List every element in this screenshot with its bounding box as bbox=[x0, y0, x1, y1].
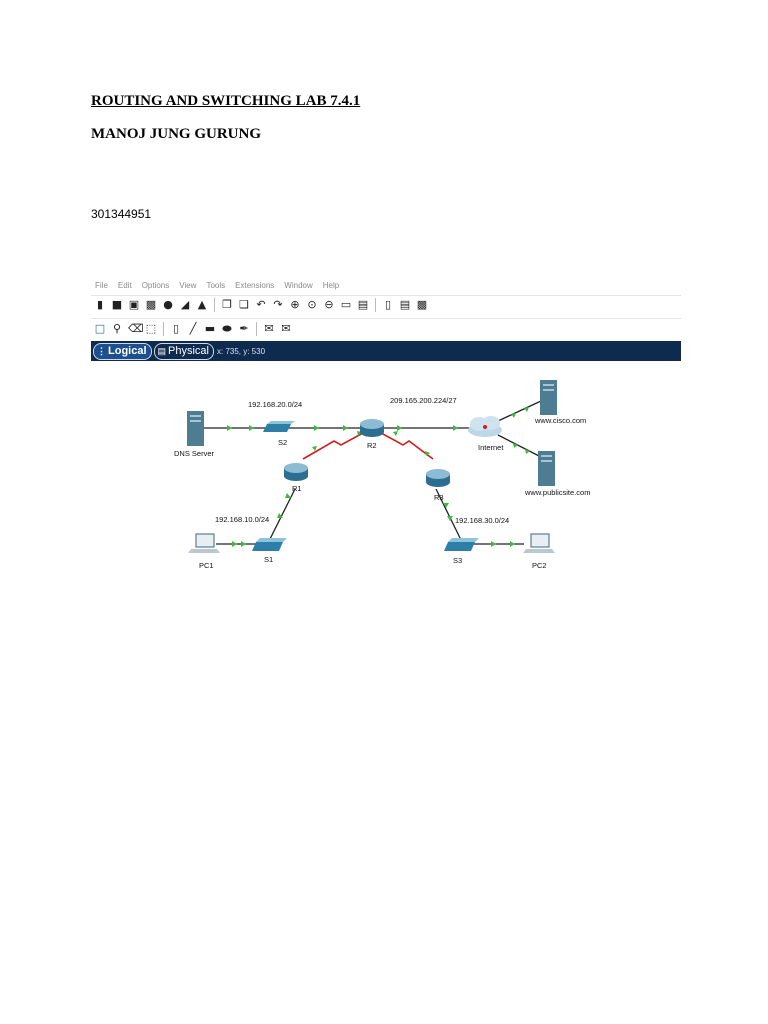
device-label-s2: S2 bbox=[278, 438, 288, 447]
zoom-out-icon[interactable]: ⊖ bbox=[324, 298, 334, 311]
cisco-server-icon[interactable] bbox=[540, 380, 557, 415]
coordinates-readout: x: 735, y: 530 bbox=[217, 346, 266, 356]
device-label-r1: R1 bbox=[292, 484, 302, 493]
open-icon[interactable]: ■ bbox=[111, 298, 123, 311]
document-title: ROUTING AND SWITCHING LAB 7.4.1 bbox=[91, 93, 361, 109]
menu-bar bbox=[95, 281, 339, 295]
physical-label: Physical bbox=[168, 344, 209, 357]
palette-icon[interactable]: ▤ bbox=[357, 298, 369, 311]
switch-s1-icon[interactable] bbox=[252, 538, 287, 551]
rectangle-icon[interactable]: ▭ bbox=[340, 298, 352, 311]
network-label-lan20: 192.168.20.0/24 bbox=[248, 400, 303, 409]
drawing-toolbar bbox=[94, 322, 292, 336]
menu-window[interactable]: Window bbox=[284, 281, 313, 290]
menu-view[interactable]: View bbox=[179, 281, 197, 290]
network-label-isp: 209.165.200.224/27 bbox=[390, 396, 457, 405]
menu-edit[interactable]: Edit bbox=[117, 281, 132, 290]
note-icon[interactable]: ▯ bbox=[172, 322, 180, 335]
complex-pdu-icon[interactable]: ✉ bbox=[281, 322, 291, 335]
dns-server-icon[interactable] bbox=[187, 411, 204, 446]
device-label-publicsite: www.publicsite.com bbox=[525, 488, 591, 497]
select-icon[interactable]: □ bbox=[94, 322, 106, 335]
network-label-lan10: 192.168.10.0/24 bbox=[215, 515, 270, 524]
device-label-pc2: PC2 bbox=[532, 561, 547, 570]
ellipse-icon[interactable]: ⬬ bbox=[222, 322, 232, 335]
menu-tools[interactable]: Tools bbox=[206, 281, 226, 290]
device-label-r2: R2 bbox=[367, 441, 377, 450]
new-icon[interactable]: ▮ bbox=[96, 298, 104, 311]
line-icon[interactable]: ╱ bbox=[189, 322, 197, 335]
device-label-r3: R3 bbox=[434, 493, 444, 502]
save-icon[interactable]: ▣ bbox=[128, 298, 140, 311]
logical-label: Logical bbox=[108, 344, 147, 357]
packet-tracer-screenshot bbox=[91, 278, 681, 578]
rectangle-shape-icon[interactable]: ▬ bbox=[204, 322, 216, 335]
link-r1-s1 bbox=[268, 489, 295, 543]
network-label-lan30: 192.168.30.0/24 bbox=[455, 516, 510, 525]
publicsite-server-icon[interactable] bbox=[538, 451, 555, 486]
physical-icon: ▤ bbox=[157, 345, 167, 356]
pc2-icon[interactable] bbox=[523, 534, 555, 553]
link-internet-publicsite bbox=[498, 435, 541, 457]
topology-canvas bbox=[91, 361, 681, 578]
logical-icon: ⋮ bbox=[97, 345, 106, 356]
main-toolbar bbox=[94, 298, 428, 312]
workspace-mode-bar bbox=[91, 341, 681, 361]
resize-icon[interactable]: ⬚ bbox=[145, 322, 157, 335]
menu-file[interactable]: File bbox=[95, 281, 108, 290]
image-icon[interactable]: ▩ bbox=[416, 298, 428, 311]
menu-extensions[interactable]: Extensions bbox=[235, 281, 275, 290]
device-list-icon[interactable]: ▤ bbox=[399, 298, 411, 311]
document-author: MANOJ JUNG GURUNG bbox=[91, 126, 261, 142]
simple-pdu-icon[interactable]: ✉ bbox=[264, 322, 274, 335]
serial-r2-r1 bbox=[303, 433, 363, 459]
activity-icon[interactable]: ▲ bbox=[197, 298, 207, 311]
copy-icon[interactable]: ❐ bbox=[222, 298, 232, 311]
delete-icon[interactable]: ⌫ bbox=[128, 322, 144, 335]
device-label-pc1: PC1 bbox=[199, 561, 214, 570]
zoom-in-icon[interactable]: ⊕ bbox=[290, 298, 300, 311]
student-id: 301344951 bbox=[91, 207, 152, 221]
paste-icon[interactable]: ❏ bbox=[239, 298, 249, 311]
zoom-reset-icon[interactable]: ⊙ bbox=[307, 298, 317, 311]
device-label-s1: S1 bbox=[264, 555, 274, 564]
serial-r2-r3 bbox=[381, 433, 433, 459]
router-r2-icon[interactable] bbox=[360, 419, 384, 437]
wizard-icon[interactable]: ◢ bbox=[180, 298, 190, 311]
info-icon[interactable]: ● bbox=[163, 298, 173, 311]
device-label-s3: S3 bbox=[453, 556, 463, 565]
switch-s3-icon[interactable] bbox=[444, 538, 479, 551]
freeform-icon[interactable]: ✒ bbox=[239, 322, 249, 335]
notes-icon[interactable]: ▯ bbox=[384, 298, 392, 311]
router-r3-icon[interactable] bbox=[426, 469, 450, 487]
inspect-icon[interactable]: ⚲ bbox=[112, 322, 122, 335]
pc1-icon[interactable] bbox=[188, 534, 220, 553]
undo-icon[interactable]: ↶ bbox=[256, 298, 266, 311]
physical-mode-button[interactable] bbox=[154, 343, 214, 360]
menu-help[interactable]: Help bbox=[322, 281, 340, 290]
router-r1-icon[interactable] bbox=[284, 463, 308, 481]
print-icon[interactable]: ▩ bbox=[145, 298, 157, 311]
device-label-cisco: www.cisco.com bbox=[535, 416, 587, 425]
internet-cloud-icon[interactable] bbox=[468, 416, 502, 437]
switch-s2-icon[interactable] bbox=[263, 421, 295, 432]
device-label-internet: Internet bbox=[478, 443, 504, 452]
menu-options[interactable]: Options bbox=[141, 281, 170, 290]
device-label-dns: DNS Server bbox=[174, 449, 215, 458]
redo-icon[interactable]: ↷ bbox=[273, 298, 283, 311]
logical-mode-button[interactable] bbox=[93, 343, 152, 360]
